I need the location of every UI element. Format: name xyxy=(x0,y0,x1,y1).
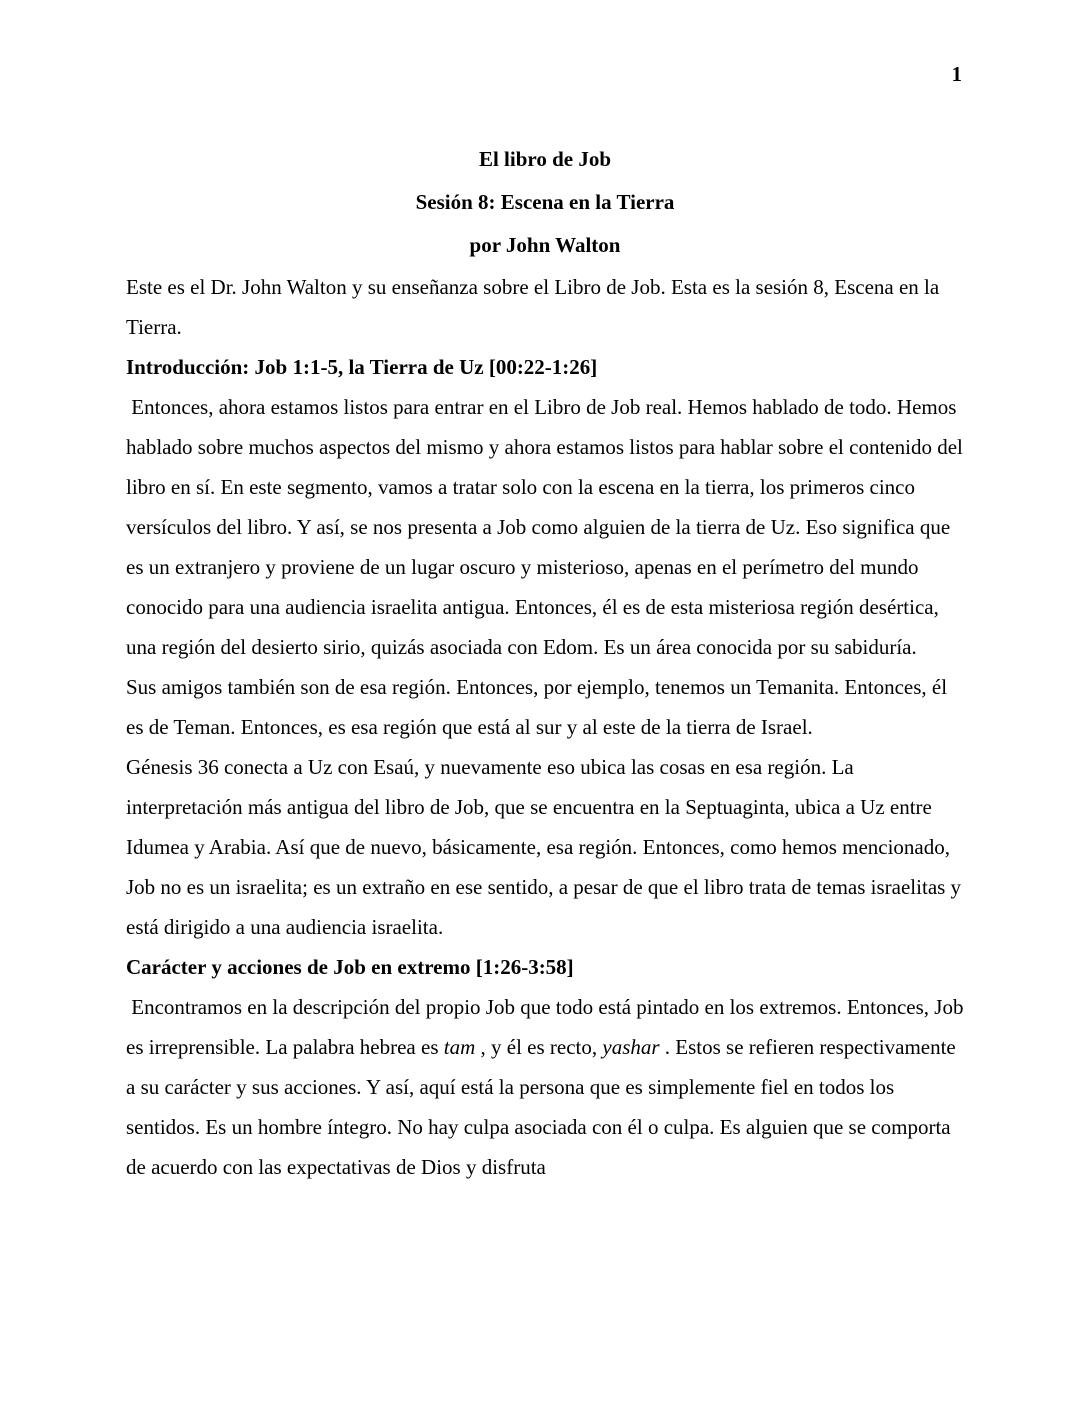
text-run: , y él es recto, xyxy=(475,1035,603,1059)
title-line xyxy=(126,181,964,224)
text-run: Génesis 36 conecta a Uz con Esaú, y nuevamente eso ubica las cosas en esa región. La interpretación más antigua del libro de Job, que se encuentra en la Septuaginta, ubica a Uz entre Idumea y Arabia. Así que de nuevo, básicamente, esa región. Entonces, como hemos mencionado, Job no es un israelita; es un extraño en ese sentido, a pesar de que el libro trata de temas israelitas y está dirigido a una audiencia israelita. xyxy=(126,755,967,939)
section-heading xyxy=(126,347,964,387)
paragraph xyxy=(126,267,964,347)
text-run: Sesión 8: Escena en la Tierra xyxy=(415,190,675,214)
document-content xyxy=(126,138,969,1187)
section-heading xyxy=(126,947,964,987)
text-run: Encontramos en la descripción del propio Job que todo está pintado en los extremos. Entonces, Job es irreprensible. La palabra hebrea es xyxy=(126,995,969,1059)
page-number: 1 xyxy=(951,62,962,86)
paragraph xyxy=(126,667,964,747)
text-run: El libro de Job xyxy=(478,147,612,171)
text-run: por John Walton xyxy=(469,233,621,257)
emphasized-text: tam xyxy=(443,1035,476,1059)
paragraph xyxy=(126,987,969,1187)
title-line xyxy=(126,224,964,267)
text-run: Este es el Dr. John Walton y su enseñanza sobre el Libro de Job. Esta es la sesión 8, Escena en la Tierra. xyxy=(126,275,945,339)
title-line xyxy=(126,138,964,181)
text-run: Carácter y acciones de Job en extremo [1:26-3:58] xyxy=(126,955,574,979)
text-run: Introducción: Job 1:1-5, la Tierra de Uz [00:22-1:26] xyxy=(126,355,598,379)
paragraph xyxy=(126,387,969,667)
text-run: Sus amigos también son de esa región. Entonces, por ejemplo, tenemos un Temanita. Entonces, él es de Teman. Entonces, es esa región que está al sur y al este de la tierra de Israel. xyxy=(126,675,953,739)
text-run: . Estos se refieren respectivamente a su carácter y sus acciones. Y así, aquí está la persona que es simplemente fiel en todos los sentidos. Es un hombre íntegro. No hay culpa asociada con él o culpa. Es alguien que se comporta de acuerdo con las expectativas de Dios y disfruta xyxy=(126,1035,962,1179)
text-run: Entonces, ahora estamos listos para entrar en el Libro de Job real. Hemos hablado de todo. Hemos hablado sobre muchos aspectos del mismo y ahora estamos listos para hablar sobre el contenido del libro en sí. En este segmento, vamos a tratar solo con la escena en la tierra, los primeros cinco versículos del libro. Y así, se nos presenta a Job como alguien de la tierra de Uz. Eso significa que es un extranjero y proviene de un lugar oscuro y misterioso, apenas en el perímetro del mundo conocido para una audiencia israelita antigua. Entonces, él es de esta misteriosa región desértica, una región del desierto sirio, quizás asociada con Edom. Es un área conocida por su sabiduría. xyxy=(126,395,969,659)
paragraph xyxy=(126,747,967,947)
emphasized-text: yashar xyxy=(602,1035,660,1059)
